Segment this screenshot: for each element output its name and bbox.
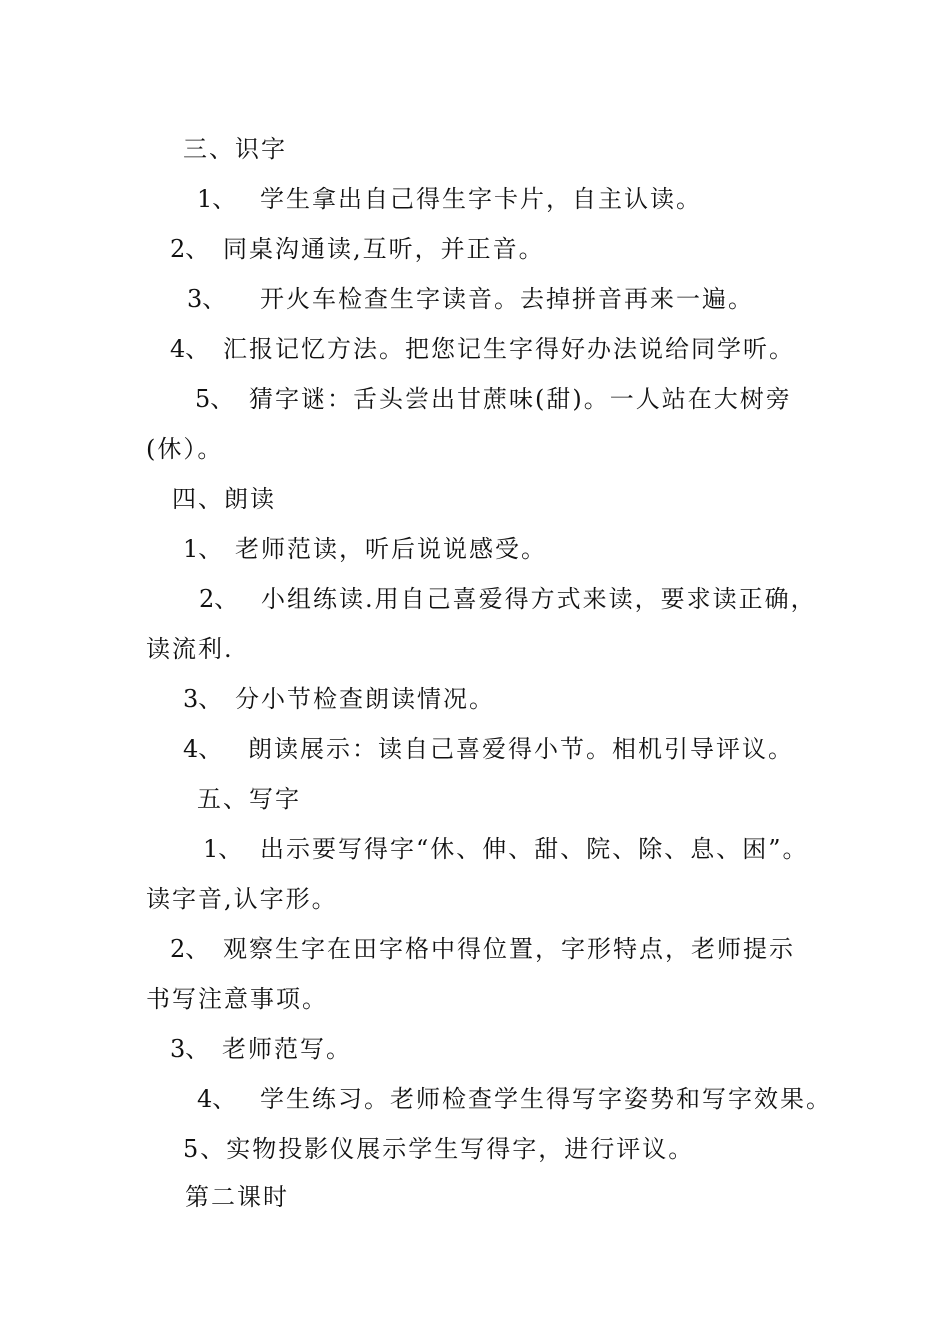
line-text: 学生拿出自己得生字卡片，自主认读。 [260,185,702,213]
line-text: 读字音,认字形。 [146,885,338,913]
continuation-line [146,434,223,464]
line-text: 老师范写。 [222,1035,352,1063]
line-text: 三、识字 [183,135,287,163]
item-number: 5、 [195,385,235,413]
item-number: 2、 [170,935,210,963]
continuation-line [146,634,234,664]
line-text: 猜字谜：舌头尝出甘蔗味(甜)。一人站在大树旁 [249,385,792,413]
section-heading-langdu [172,484,276,514]
line-text: 第二课时 [185,1183,289,1211]
list-item [183,1134,694,1164]
list-item [170,934,795,964]
line-text: (休）。 [146,435,224,463]
list-item [170,334,795,364]
continuation-line [146,884,338,914]
list-item [183,534,547,564]
list-item [183,684,495,714]
list-item [203,834,809,864]
line-text: 同桌沟通读,互听，并正音。 [223,235,545,263]
list-item [199,584,817,614]
item-number: 2、 [170,235,210,263]
item-number: 1、 [183,535,223,563]
list-item [187,284,754,314]
line-text: 老师范读，听后说说感受。 [235,535,547,563]
item-number: 3、 [170,1035,210,1063]
continuation-line [146,984,328,1014]
section-heading-shizi [183,134,287,164]
item-number: 4、 [197,1085,237,1113]
line-text: 五、写字 [197,785,301,813]
section-heading-xiezi [197,784,301,814]
list-item [183,734,794,764]
line-text: 分小节检查朗读情况。 [235,685,495,713]
line-text: 四、朗读 [172,485,276,513]
list-item [195,384,792,414]
item-number: 1、 [197,185,237,213]
item-number: 3、 [183,685,223,713]
item-number: 4、 [170,335,210,363]
line-text: 观察生字在田字格中得位置，字形特点，老师提示 [223,935,795,963]
line-text: 开火车检查生字读音。去掉拼音再来一遍。 [260,285,754,313]
line-text: 朗读展示：读自己喜爱得小节。相机引导评议。 [248,735,794,763]
lesson-heading [185,1182,289,1212]
line-text: 汇报记忆方法。把您记生字得好办法说给同学听。 [223,335,795,363]
item-number: 4、 [183,735,223,763]
list-item [197,184,702,214]
item-number: 2、 [199,585,239,613]
line-text: 读流利. [146,635,234,663]
line-text: 小组练读.用自己喜爱得方式来读，要求读正确， [261,585,817,613]
item-number: 1、 [203,835,243,863]
line-text: 书写注意事项。 [146,985,328,1013]
line-text: 出示要写得字“休、伸、甜、院、除、息、困”。 [260,835,809,863]
list-item [170,1034,352,1064]
list-item [170,234,545,264]
line-text: 5、实物投影仪展示学生写得字，进行评议。 [183,1135,695,1163]
line-text: 学生练习。老师检查学生得写字姿势和写字效果。 [260,1085,832,1113]
list-item [197,1084,832,1114]
item-number: 3、 [187,285,227,313]
